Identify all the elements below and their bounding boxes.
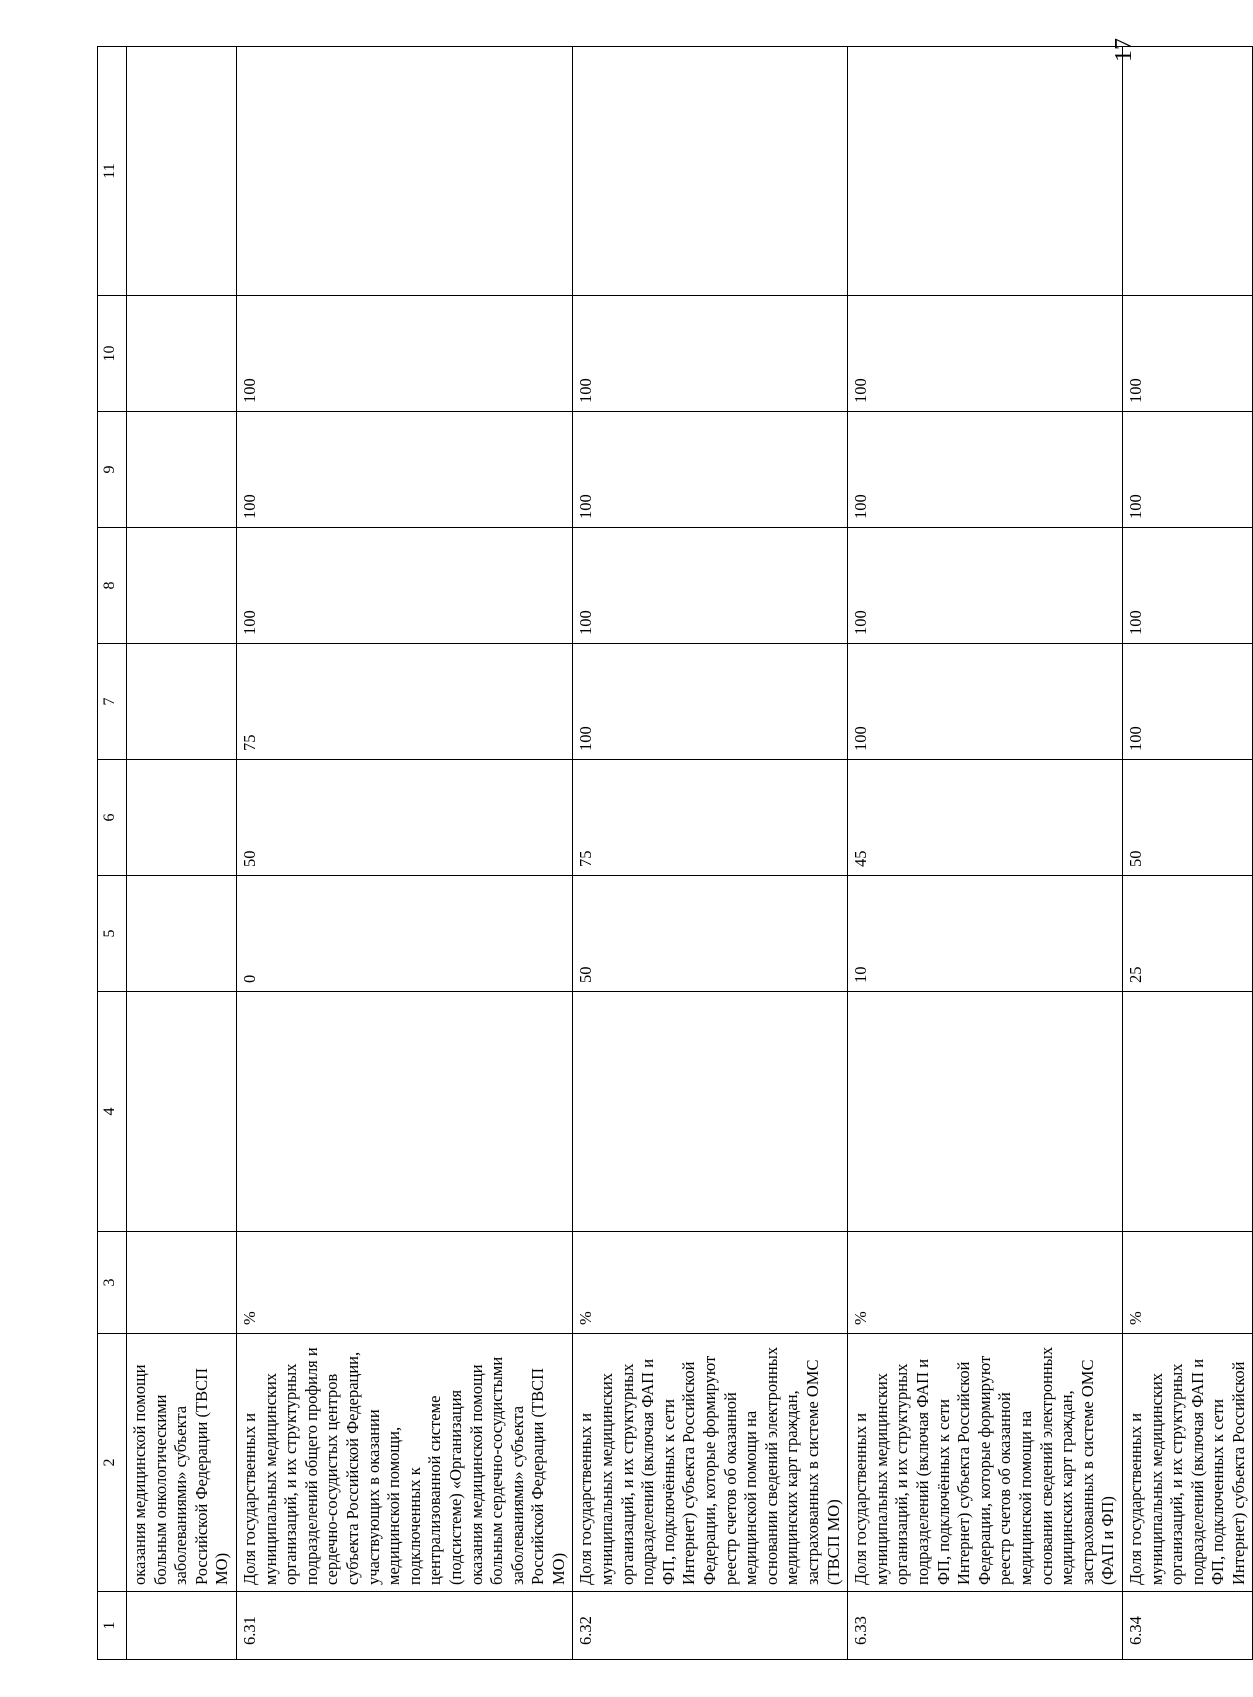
indicators-table — [97, 46, 1253, 1660]
value-cell — [127, 412, 237, 528]
value-cell — [1122, 992, 1253, 1232]
value-cell: 100 — [1122, 296, 1253, 412]
header-cell: 1 — [98, 1592, 127, 1660]
value-cell — [236, 47, 573, 296]
table-row — [1122, 47, 1253, 1660]
header-cell: 10 — [98, 296, 127, 412]
value-cell: 100 — [236, 296, 573, 412]
value-cell — [127, 992, 237, 1232]
value-cell: 10 — [848, 876, 1123, 992]
value-cell: 50 — [573, 876, 848, 992]
value-cell — [236, 992, 573, 1232]
header-cell: 7 — [98, 644, 127, 760]
header-cell: 8 — [98, 528, 127, 644]
unit-cell: % — [573, 1232, 848, 1334]
value-cell — [848, 992, 1123, 1232]
row-number: 6.34 — [1122, 1592, 1253, 1660]
unit-cell: % — [236, 1232, 573, 1334]
indicator-text: Доля государственных и муниципальных медицинских организаций, и их структурных подразделений (включая ФАП и ФП, подключенных к сети Интернет) субъекта Российской — [1122, 1334, 1253, 1592]
header-row — [98, 47, 127, 1660]
value-cell: 100 — [573, 528, 848, 644]
indicator-text: оказания медицинской помощи больным онкологическими заболеваниями» субъекта Российской Федерации (ТВСП МО) — [127, 1334, 237, 1592]
value-cell — [127, 528, 237, 644]
value-cell: 0 — [236, 876, 573, 992]
value-cell — [127, 876, 237, 992]
row-number: 6.32 — [573, 1592, 848, 1660]
header-cell: 6 — [98, 760, 127, 876]
indicator-text: Доля государственных и муниципальных медицинских организаций, и их структурных подразделений (включая ФАП и ФП, подключённых к сети Интернет) субъекта Российской Федерации, которые формируют реестр счетов об оказанной медицинской помощи на основании сведений электронных медицинских карт граждан, застрахованных в системе ОМС (ФАП и ФП) — [848, 1334, 1123, 1592]
header-cell: 11 — [98, 47, 127, 296]
value-cell: 100 — [848, 528, 1123, 644]
value-cell: 75 — [573, 760, 848, 876]
value-cell — [1122, 47, 1253, 296]
indicator-text: Доля государственных и муниципальных медицинских организаций, и их структурных подразделений (включая ФАП и ФП, подключённых к сети Интернет) субъекта Российской Федерации, которые формируют реестр счетов об оказанной медицинской помощи на основании сведений электронных медицинских карт граждан, застрахованных в системе ОМС (ТВСП МО) — [573, 1334, 848, 1592]
value-cell — [127, 760, 237, 876]
value-cell: 45 — [848, 760, 1123, 876]
value-cell: 75 — [236, 644, 573, 760]
row-number — [127, 1592, 237, 1660]
header-cell: 2 — [98, 1334, 127, 1592]
value-cell: 50 — [236, 760, 573, 876]
row-number: 6.31 — [236, 1592, 573, 1660]
value-cell: 100 — [1122, 644, 1253, 760]
value-cell: 100 — [848, 644, 1123, 760]
value-cell: 100 — [848, 296, 1123, 412]
unit-cell — [127, 1232, 237, 1334]
value-cell — [573, 992, 848, 1232]
unit-cell: % — [848, 1232, 1123, 1334]
value-cell: 100 — [573, 644, 848, 760]
value-cell: 100 — [236, 412, 573, 528]
header-cell: 5 — [98, 876, 127, 992]
header-cell: 3 — [98, 1232, 127, 1334]
value-cell: 100 — [1122, 528, 1253, 644]
indicator-text: Доля государственных и муниципальных медицинских организаций, и их структурных подразделений общего профиля и сердечно-сосудистых центров субъекта Российской Федерации, участвующих в оказании медицинской помощи, подключенных к централизованной системе (подсистеме) «Организация оказания медицинской помощи больным сердечно-сосудистыми заболеваниями» субъекта Российской Федерации (ТВСП МО) — [236, 1334, 573, 1592]
value-cell: 25 — [1122, 876, 1253, 992]
header-cell: 4 — [98, 992, 127, 1232]
value-cell — [127, 296, 237, 412]
unit-cell: % — [1122, 1232, 1253, 1334]
page-number: 17 — [1111, 38, 1137, 62]
table-row — [848, 47, 1123, 1660]
table-row — [236, 47, 573, 1660]
table-row — [127, 47, 237, 1660]
value-cell: 100 — [848, 412, 1123, 528]
value-cell: 100 — [573, 412, 848, 528]
value-cell — [573, 47, 848, 296]
value-cell — [127, 644, 237, 760]
value-cell — [848, 47, 1123, 296]
value-cell: 100 — [236, 528, 573, 644]
header-cell: 9 — [98, 412, 127, 528]
value-cell — [127, 47, 237, 296]
table-row — [573, 47, 848, 1660]
value-cell: 50 — [1122, 760, 1253, 876]
row-number: 6.33 — [848, 1592, 1123, 1660]
value-cell: 100 — [1122, 412, 1253, 528]
value-cell: 100 — [573, 296, 848, 412]
